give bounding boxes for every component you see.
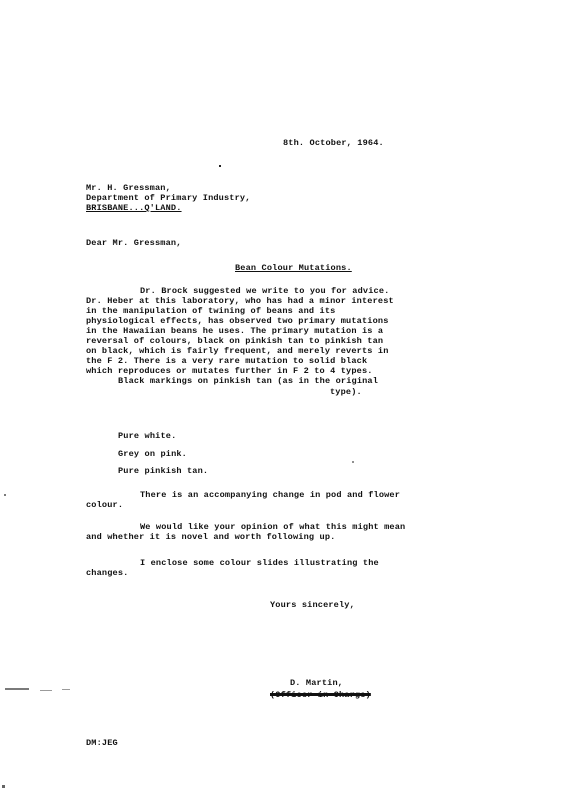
- type-item-1-continued: type).: [330, 387, 362, 397]
- body-line: Dr. Brock suggested we write to you for advice.: [140, 286, 390, 296]
- body-line: on black, which is fairly frequent, and merely reverts in: [86, 346, 389, 356]
- stray-mark: [352, 461, 354, 463]
- recipient-city: BRISBANE...Q'LAND.: [86, 203, 182, 213]
- type-item-4: Pure pinkish tan.: [118, 466, 209, 476]
- stray-mark: [40, 690, 52, 691]
- type-item-3: Grey on pink.: [118, 449, 187, 459]
- recipient-name: Mr. H. Gressman,: [86, 183, 171, 193]
- stray-mark: [62, 689, 70, 690]
- reference-initials: DM:JEG: [86, 738, 118, 748]
- body-line: in the Hawaiian beans he uses. The primary mutation is a: [86, 326, 384, 336]
- stray-mark: [219, 165, 221, 167]
- body-line: We would like your opinion of what this might mean: [140, 522, 406, 532]
- body-line: and whether it is novel and worth following up.: [86, 532, 336, 542]
- body-line: changes.: [86, 568, 129, 578]
- body-line: Dr. Heber at this laboratory, who has had a minor interest: [86, 296, 394, 306]
- closing: Yours sincerely,: [270, 600, 355, 610]
- stray-mark: [2, 785, 5, 788]
- stray-mark: [4, 494, 6, 496]
- type-item-2: Pure white.: [118, 431, 177, 441]
- recipient-department: Department of Primary Industry,: [86, 193, 251, 203]
- body-line: colour.: [86, 500, 124, 510]
- salutation: Dear Mr. Gressman,: [86, 238, 182, 248]
- body-line: reversal of colours, black on pinkish tan to pinkish tan: [86, 336, 384, 346]
- signatory-name: D. Martin,: [290, 678, 344, 688]
- body-line: which reproduces or mutates further in F 2 to 4 types.: [86, 366, 373, 376]
- signatory-title: (Officer-in-Charge): [270, 690, 371, 700]
- body-line: I enclose some colour slides illustrating the: [140, 558, 379, 568]
- body-line: There is an accompanying change in pod and flower: [140, 490, 401, 500]
- letter-date: 8th. October, 1964.: [283, 138, 384, 148]
- body-line: in the manipulation of twining of beans and its: [86, 306, 336, 316]
- type-item-1: Black markings on pinkish tan (as in the original: [118, 376, 379, 386]
- body-line: physiological effects, has observed two primary mutations: [86, 316, 389, 326]
- subject-line: Bean Colour Mutations.: [235, 263, 352, 273]
- stray-mark: [5, 688, 29, 690]
- body-line: the F 2. There is a very rare mutation to solid black: [86, 356, 368, 366]
